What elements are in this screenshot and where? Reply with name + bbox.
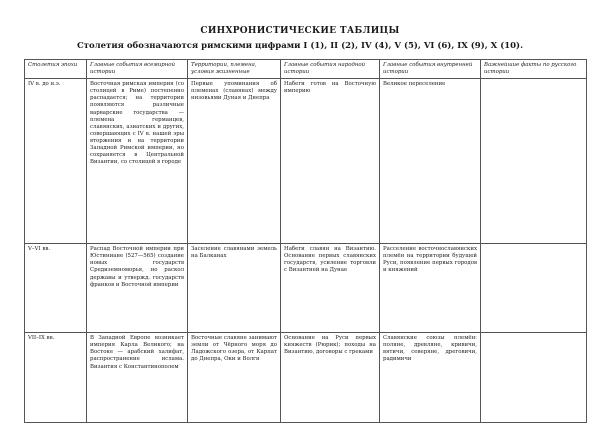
cell-text: Набеги готов на Восточную империю [284,81,376,95]
column-header: Столетия эпохи [25,60,87,79]
column-header: Главные события всемирной истории [87,60,188,79]
cell-text: Первые упоминания об племенах (славянах) между низовьями Дуная и Днепра [191,81,277,102]
table-cell [281,79,380,244]
cell-text: Восточные славяне занимают земли от Чёрного моря до Ладожского озера, от Карпат до Днепра, Оки и Волги [191,335,277,363]
period-cell: VII–IX вв. [25,333,87,423]
column-header: Важнейшие факты по русского истории [481,60,587,79]
synchronistic-table [24,59,587,423]
period-cell: IV в. до н.э. [25,79,87,244]
table-cell [87,333,188,423]
table-cell [281,333,380,423]
cell-text: Заселение славянами земель на Балканах [191,246,277,260]
table-cell [481,244,587,333]
cell-text: Великое переселение [383,81,446,88]
table-cell [380,79,481,244]
table-cell [380,244,481,333]
cell-text: В Западной Европе возникает империя Карла Великого; на Востоке — арабский халифат, распространение ислама. Византия с Константинополем [90,335,184,370]
cell-text: Набеги славян на Византию. Основание первых славянских государств, усиление торговли с Византией на Дунае [284,246,376,274]
document-title: СИНХРОНИСТИЧЕСКИЕ ТАБЛИЦЫ [200,26,400,36]
period-cell: V–VI вв. [25,244,87,333]
table-cell [481,79,587,244]
table-cell [481,333,587,423]
table-row [25,333,587,423]
table-cell [87,79,188,244]
column-header: Главные события внутренней истории [380,60,481,79]
cell-text: Распад Восточной империи при Юстиниане (527—565) создание новых государств Средиземноморья, но раскол державы и утвержд. государств франков и Восточной империи [90,246,184,288]
table-row [25,244,587,333]
column-header: Главные события народной истории [281,60,380,79]
table-cell [188,333,281,423]
cell-text: Славянские союзы племён: поляне, древляне, кривичи, вятичи, северяне, дреговичи, радимичи [383,335,477,363]
cell-text: Расселение восточнославянских племён на территории будущей Руси, появление первых городов и княжений [383,246,477,274]
table-header-row [25,60,587,79]
cell-text: Основание на Руси первых княжеств (Рюрик); походы на Византию, договоры с греками [284,335,376,356]
table-cell [380,333,481,423]
table-cell [281,244,380,333]
table-row [25,79,587,244]
document-subtitle: Столетия обозначаются римскими цифрами I (1), II (2), IV (4), V (5), VI (6), IX (9), X (10). [76,41,524,51]
table-cell [87,244,188,333]
column-header: Территории, племена, условия жизненные [188,60,281,79]
table-cell [188,79,281,244]
cell-text: Восточная римская империя (со столицей в Риме) постепенно распадается; на территории появляются различные варварские государства — племена германцев, славянских, азиатских и других, совершающих с IV в. нашей эры вторжения и на территории Западной Римской империи, но сохраняется в Центральной Византии, со столицей в городе [90,81,184,166]
table-cell [188,244,281,333]
